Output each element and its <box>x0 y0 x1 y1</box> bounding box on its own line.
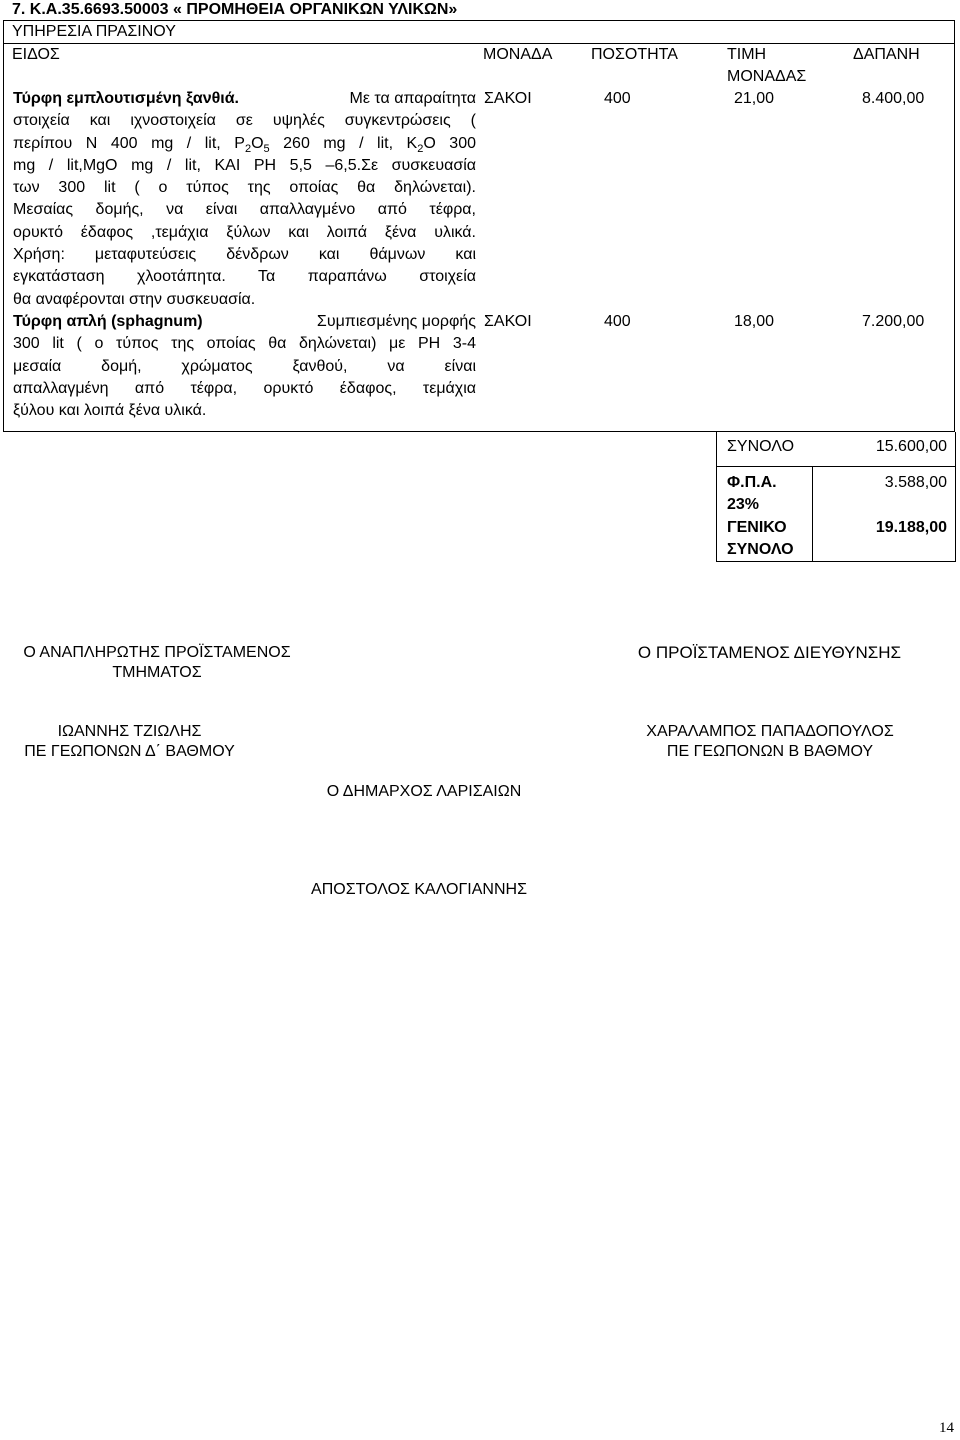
item-description <box>13 88 476 311</box>
header-item: ΕΙΔΟΣ <box>12 46 60 63</box>
row-cost: 7.200,00 <box>862 313 925 330</box>
item-name: Τύρφη απλή (sphagnum) <box>13 313 203 330</box>
row-quantity: 400 <box>604 313 631 330</box>
row-unit: ΣΑΚΟΙ <box>484 90 532 107</box>
header-cost: ΔΑΠΑΝΗ <box>853 46 920 63</box>
description-line: Μεσαίας δομής, να είναι απαλλαγμένο από τέφρα, <box>13 201 476 219</box>
description-line: Με τα απαραίτητα <box>349 90 476 107</box>
description-line: περίπου Ν 400 mg / lit, $P_2O_5$ 260 mg / lit, $K_2O$ 300 <box>13 134 476 155</box>
signatory-right-name: ΧΑΡΑΛΑΜΠΟΣ ΠΑΠΑΔΟΠΟΥΛΟΣ ΠΕ ΓΕΩΠΟΝΩΝ Β ΒΑΘΜΟΥ <box>646 723 894 760</box>
description-line: των 300 lit ( ο τύπος της οποίας θα δηλώνεται). <box>13 179 476 197</box>
mayor-title: Ο ΔΗΜΑΡΧΟΣ ΛΑΡΙΣΑΙΩΝ <box>326 783 522 800</box>
section-title: 7. Κ.Α.35.6693.50003 « ΠΡΟΜΗΘΕΙΑ ΟΡΓΑΝΙΚΩΝ ΥΛΙΚΩΝ» <box>12 1 458 18</box>
grand-total-value: 19.188,00 <box>875 519 947 536</box>
description-line: θα αναφέρονται στην συσκευασία. <box>13 290 256 308</box>
description-line: εγκατάσταση χλοοτάπητα. Τα παραπάνω στοιχεία <box>13 268 476 286</box>
header-unit-price-line1: ΤΙΜΗ <box>727 46 767 63</box>
description-line: μεσαία δομή, χρώματος ξανθού, να είναι <box>13 357 476 375</box>
item-description <box>13 311 476 422</box>
description-line: Συμπιεσμένης μορφής <box>316 313 476 330</box>
description-line: 300 lit ( ο τύπος της οποίας θα δηλώνεται) με PH 3-4 <box>13 335 476 353</box>
row-unit-price: 21,00 <box>734 90 775 107</box>
row-unit: ΣΑΚΟΙ <box>484 313 532 330</box>
description-line: ορυκτό έδαφος ,τεμάχια ξύλων και λοιπά ξένα υλικά. <box>13 223 476 241</box>
description-line: mg / lit,MgO mg / lit, ΚΑΙ PH 5,5 –6,5.Σε συσκευασία <box>13 156 476 174</box>
header-unit: ΜΟΝΑΔΑ <box>483 46 553 63</box>
item-name: Τύρφη εμπλουτισμένη ξανθιά. <box>13 90 239 107</box>
grand-total-label: ΓΕΝΙΚΟ ΣΥΝΟΛΟ <box>727 519 794 558</box>
header-quantity: ΠΟΣΟΤΗΤΑ <box>591 46 678 63</box>
service-name: ΥΠΗΡΕΣΙΑ ΠΡΑΣΙΝΟΥ <box>12 23 176 40</box>
vat-label: Φ.Π.Α. 23% <box>727 474 777 513</box>
row-quantity: 400 <box>604 90 631 107</box>
row-cost: 8.400,00 <box>862 90 925 107</box>
signatory-right-title: Ο ΠΡΟΪΣΤΑΜΕΝΟΣ ΔΙΕΥΘΥΝΣΗΣ <box>637 643 902 662</box>
subtotal-label: ΣΥΝΟΛΟ <box>727 438 795 455</box>
signatory-left-name: ΙΩΑΝΝΗΣ ΤΖΙΩΛΗΣ ΠΕ ΓΕΩΠΟΝΩΝ Δ΄ ΒΑΘΜΟΥ <box>24 723 235 760</box>
table-divider <box>4 43 954 44</box>
header-unit-price-line2: ΜΟΝΑΔΑΣ <box>727 68 807 85</box>
totals-divider <box>812 466 813 561</box>
mayor-name: ΑΠΟΣΤΟΛΟΣ ΚΑΛΟΓΙΑΝΝΗΣ <box>311 881 527 898</box>
description-line: Χρήση: μεταφυτεύσεις δένδρων και θάμνων και <box>13 246 476 264</box>
subtotal-value: 15.600,00 <box>875 438 947 455</box>
description-line: στοιχεία και ιχνοστοιχεία σε υψηλές συγκεντρώσεις ( <box>13 112 476 130</box>
totals-divider <box>717 466 955 467</box>
page-number: 14 <box>939 1420 954 1436</box>
procurement-table <box>3 20 955 432</box>
description-line: απαλλαγμένη από τέφρα, ορυκτό έδαφος, τεμάχια <box>13 379 476 397</box>
vat-value: 3.588,00 <box>884 474 947 491</box>
description-line: ξύλου και λοιπά ξένα υλικά. <box>13 402 207 420</box>
signatory-left-title: Ο ΑΝΑΠΛΗΡΩΤΗΣ ΠΡΟΪΣΤΑΜΕΝΟΣ ΤΜΗΜΑΤΟΣ <box>23 644 291 681</box>
row-unit-price: 18,00 <box>734 313 775 330</box>
totals-table <box>716 432 956 562</box>
